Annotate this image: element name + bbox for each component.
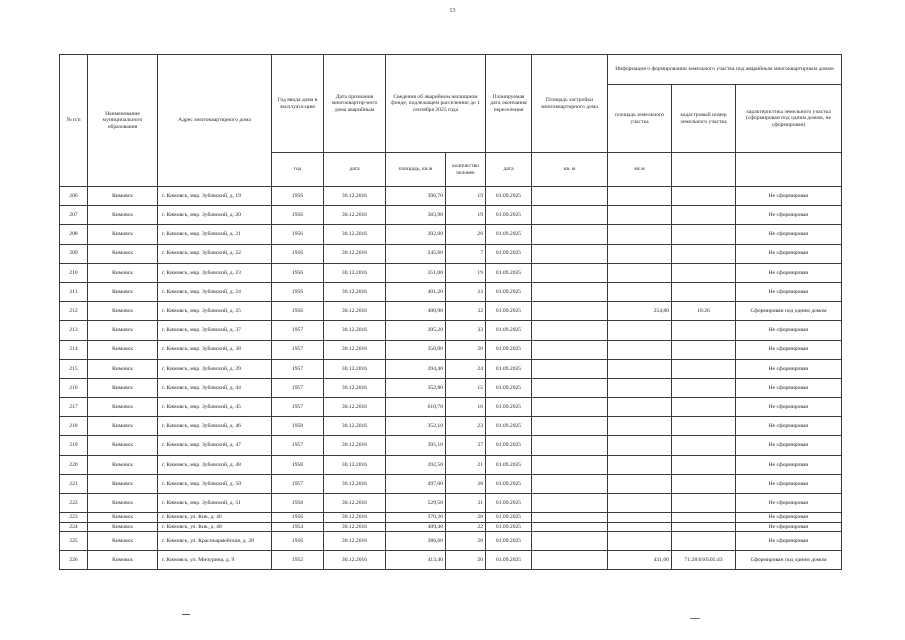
cell-recognition-date: 30.12.2016: [324, 302, 386, 321]
cell-land-char: Не сформирован: [736, 474, 842, 493]
cell-land-area: 431,00: [608, 551, 672, 570]
table-row: [60, 551, 842, 570]
cell-year: 1957: [272, 359, 324, 378]
cell-land-area: [608, 187, 672, 206]
cell-area: 392,50: [386, 455, 446, 474]
cell-address: г. Кимовск, мкр. Зубовский, д. 22: [158, 244, 272, 263]
cell-recognition-date: 30.12.2016: [324, 359, 386, 378]
cell-planned-date: 01.09.2025: [486, 398, 532, 417]
unit-area: площадь, кв.м: [386, 153, 446, 187]
cell-land-area: 254,80: [608, 302, 672, 321]
cell-cadastral: [672, 417, 736, 436]
cell-cadastral: [672, 494, 736, 513]
cell-cadastral: [672, 359, 736, 378]
cell-planned-date: 01.09.2025: [486, 359, 532, 378]
cell-cadastral: [672, 244, 736, 263]
cell-cadastral: 18:26: [672, 302, 736, 321]
cell-people: 32: [446, 302, 486, 321]
cell-planned-date: 01.09.2025: [486, 436, 532, 455]
cell-people: 7: [446, 244, 486, 263]
cell-address: г. Кимовск, мкр. Зубовский, д. 23: [158, 263, 272, 282]
table-row: [60, 359, 842, 378]
cell-area: 395,10: [386, 436, 446, 455]
cell-building-area: [532, 225, 608, 244]
cell-planned-date: 01.09.2025: [486, 206, 532, 225]
cell-planned-date: 01.09.2025: [486, 378, 532, 397]
cell-land-char: Не сформирован: [736, 187, 842, 206]
cell-address: г. Кимовск, мкр. Зубовский, д. 19: [158, 187, 272, 206]
cell-area: 352,10: [386, 417, 446, 436]
cell-people: 19: [446, 187, 486, 206]
cell-municipality: Кимовск: [88, 474, 158, 493]
cell-address: г. Кимовск, мкр. Зубовский, д. 47: [158, 436, 272, 455]
cell-year: 1957: [272, 321, 324, 340]
cell-num: 226: [60, 551, 88, 570]
cell-recognition-date: 30.12.2016: [324, 263, 386, 282]
cell-area: 245,60: [386, 244, 446, 263]
cell-address: г. Кимовск, мкр. Зубовский, д. 44: [158, 378, 272, 397]
cell-year: 1956: [272, 302, 324, 321]
cell-recognition-date: 30.12.2016: [324, 398, 386, 417]
cell-cadastral: 71:28:010505:43: [672, 551, 736, 570]
cell-land-char: Не сформирован: [736, 494, 842, 513]
cell-planned-date: 01.09.2025: [486, 455, 532, 474]
cell-area: 401,20: [386, 282, 446, 301]
cell-cadastral: [672, 455, 736, 474]
header-address: Адрес многоквартирного дома: [158, 55, 272, 187]
cell-municipality: Кимовск: [88, 244, 158, 263]
table-row: [60, 340, 842, 359]
cell-year: 1957: [272, 378, 324, 397]
cell-recognition-date: 30.12.2016: [324, 321, 386, 340]
cell-people: 23: [446, 282, 486, 301]
header-land-area: площадь земельного участка: [608, 85, 672, 153]
cell-municipality: Кимовск: [88, 302, 158, 321]
cell-num: 217: [60, 398, 88, 417]
table-row: [60, 455, 842, 474]
cell-area: 409,40: [386, 522, 446, 531]
cell-municipality: Кимовск: [88, 494, 158, 513]
cell-num: 215: [60, 359, 88, 378]
cell-year: 1957: [272, 398, 324, 417]
cell-cadastral: [672, 340, 736, 359]
cell-recognition-date: 30.12.2016: [324, 417, 386, 436]
cell-land-area: [608, 436, 672, 455]
cell-municipality: Кимовск: [88, 531, 158, 550]
cell-cadastral: [672, 522, 736, 531]
cell-cadastral: [672, 321, 736, 340]
cell-area: 352,80: [386, 378, 446, 397]
header-year-built: Год ввода дома в эксплуата-цию: [272, 55, 324, 153]
cell-people: 23: [446, 417, 486, 436]
header-num: № п/п: [60, 55, 88, 187]
cell-building-area: [532, 522, 608, 531]
cell-people: 28: [446, 531, 486, 550]
cell-land-area: [608, 340, 672, 359]
cell-num: 211: [60, 282, 88, 301]
cell-municipality: Кимовск: [88, 513, 158, 522]
cell-address: г. Кимовск, ул. Мичурина, д. 9: [158, 551, 272, 570]
cell-num: 207: [60, 206, 88, 225]
cell-year: 1954: [272, 522, 324, 531]
cell-municipality: Кимовск: [88, 398, 158, 417]
cell-municipality: Кимовск: [88, 455, 158, 474]
cell-year: 1957: [272, 340, 324, 359]
cell-address: г. Кимовск, мкр. Зубовский, д. 48: [158, 455, 272, 474]
cell-land-char: Сформирован под одним домом: [736, 551, 842, 570]
cell-municipality: Кимовск: [88, 321, 158, 340]
table-row: [60, 321, 842, 340]
cell-people: 20: [446, 551, 486, 570]
cell-building-area: [532, 244, 608, 263]
header-cadastral: кадастровый номер земельного участка: [672, 85, 736, 153]
cell-num: 208: [60, 225, 88, 244]
header-land-info: Информация о формировании земельного участка под аварийным многоквартирным домом: [608, 55, 842, 85]
cell-address: г. Кимовск, мкр. Зубовский, д. 46: [158, 417, 272, 436]
cell-num: 224: [60, 522, 88, 531]
cell-area: 413,40: [386, 551, 446, 570]
cell-year: 1956: [272, 531, 324, 550]
cell-recognition-date: 30.12.2016: [324, 206, 386, 225]
unit-cadastral: [672, 153, 736, 187]
cell-recognition-date: 30.12.2016: [324, 531, 386, 550]
cell-land-char: Не сформирован: [736, 398, 842, 417]
cell-address: г. Кимовск, мкр. Зубовский, д. 25: [158, 302, 272, 321]
cell-planned-date: 01.09.2025: [486, 513, 532, 522]
cell-area: 395,20: [386, 321, 446, 340]
cell-address: г. Кимовск, ул. Кик, д. 46: [158, 513, 272, 522]
cell-year: 1956: [272, 513, 324, 522]
cell-num: 219: [60, 436, 88, 455]
cell-area: 497,00: [386, 474, 446, 493]
cell-municipality: Кимовск: [88, 551, 158, 570]
table-row: [60, 398, 842, 417]
cell-address: г. Кимовск, мкр. Зубовский, д. 51: [158, 494, 272, 513]
cell-land-char: Не сформирован: [736, 522, 842, 531]
cell-land-char: Не сформирован: [736, 455, 842, 474]
table-row: [60, 263, 842, 282]
cell-address: г. Кимовск, ул. Красноармейская, д. 28: [158, 531, 272, 550]
cell-planned-date: 01.09.2025: [486, 494, 532, 513]
header-building-area: Площадь застройки многоквартирного дома: [532, 55, 608, 153]
cell-land-char: Не сформирован: [736, 417, 842, 436]
header-municipality: Наименование муниципального образования: [88, 55, 158, 187]
cell-building-area: [532, 436, 608, 455]
cell-land-area: [608, 531, 672, 550]
cell-people: 28: [446, 474, 486, 493]
cell-cadastral: [672, 263, 736, 282]
table-row: [60, 225, 842, 244]
cell-recognition-date: 30.12.2016: [324, 513, 386, 522]
cell-num: 212: [60, 302, 88, 321]
cell-land-area: [608, 455, 672, 474]
cell-land-char: Не сформирован: [736, 206, 842, 225]
table-row: [60, 522, 842, 531]
cell-planned-date: 01.09.2025: [486, 531, 532, 550]
scan-mark: [182, 614, 190, 615]
table-row: [60, 282, 842, 301]
cell-num: 209: [60, 244, 88, 263]
cell-recognition-date: 30.12.2016: [324, 436, 386, 455]
cell-recognition-date: 30.12.2016: [324, 522, 386, 531]
cell-building-area: [532, 378, 608, 397]
cell-land-area: [608, 474, 672, 493]
cell-address: г. Кимовск, мкр. Зубовский, д. 24: [158, 282, 272, 301]
cell-year: 1956: [272, 206, 324, 225]
cell-area: 386,60: [386, 531, 446, 550]
cell-municipality: Кимовск: [88, 225, 158, 244]
cell-area: 529,50: [386, 494, 446, 513]
cell-area: 396,70: [386, 187, 446, 206]
cell-planned-date: 01.09.2025: [486, 551, 532, 570]
cell-building-area: [532, 551, 608, 570]
cell-recognition-date: 30.12.2016: [324, 244, 386, 263]
cell-year: 1956: [272, 244, 324, 263]
cell-people: 37: [446, 436, 486, 455]
table-row: [60, 244, 842, 263]
cell-municipality: Кимовск: [88, 378, 158, 397]
cell-cadastral: [672, 206, 736, 225]
cell-building-area: [532, 455, 608, 474]
cell-land-area: [608, 359, 672, 378]
cell-num: 220: [60, 455, 88, 474]
cell-num: 223: [60, 513, 88, 522]
cell-land-area: [608, 206, 672, 225]
cell-planned-date: 01.09.2025: [486, 340, 532, 359]
cell-cadastral: [672, 531, 736, 550]
cell-land-char: Не сформирован: [736, 436, 842, 455]
cell-year: 1956: [272, 187, 324, 206]
table-row: [60, 474, 842, 493]
cell-people: 28: [446, 513, 486, 522]
cell-address: г. Кимовск, мкр. Зубовский, д. 50: [158, 474, 272, 493]
cell-municipality: Кимовск: [88, 522, 158, 531]
unit-land-char: [736, 153, 842, 187]
cell-land-char: Не сформирован: [736, 244, 842, 263]
cell-year: 1957: [272, 474, 324, 493]
cell-building-area: [532, 417, 608, 436]
cell-num: 218: [60, 417, 88, 436]
table-row: [60, 302, 842, 321]
table-row: [60, 436, 842, 455]
header-land-char: характеристика земельного участка (сформирован под одним домом, не сформирован): [736, 85, 842, 153]
cell-building-area: [532, 359, 608, 378]
cell-planned-date: 01.09.2025: [486, 417, 532, 436]
cell-land-char: Не сформирован: [736, 225, 842, 244]
table-body: [60, 187, 842, 570]
cell-cadastral: [672, 187, 736, 206]
cell-address: г. Кимовск, мкр. Зубовский, д. 39: [158, 359, 272, 378]
cell-land-area: [608, 417, 672, 436]
cell-planned-date: 01.09.2025: [486, 225, 532, 244]
cell-year: 1957: [272, 436, 324, 455]
cell-area: 383,90: [386, 206, 446, 225]
cell-year: 1956: [272, 225, 324, 244]
cell-land-char: Не сформирован: [736, 263, 842, 282]
cell-planned-date: 01.09.2025: [486, 522, 532, 531]
cell-people: 24: [446, 359, 486, 378]
cell-area: 400,90: [386, 302, 446, 321]
cell-cadastral: [672, 474, 736, 493]
unit-date: дата: [324, 153, 386, 187]
cell-building-area: [532, 187, 608, 206]
cell-land-char: Не сформирован: [736, 378, 842, 397]
cell-cadastral: [672, 513, 736, 522]
cell-building-area: [532, 513, 608, 522]
cell-cadastral: [672, 282, 736, 301]
table-row: [60, 513, 842, 522]
cell-planned-date: 01.09.2025: [486, 244, 532, 263]
cell-land-area: [608, 263, 672, 282]
cell-land-char: Не сформирован: [736, 282, 842, 301]
cell-building-area: [532, 282, 608, 301]
cell-cadastral: [672, 225, 736, 244]
unit-people: количество человек: [446, 153, 486, 187]
cell-land-area: [608, 494, 672, 513]
unit-build-area: кв. м: [532, 153, 608, 187]
cell-year: 1958: [272, 455, 324, 474]
cell-land-area: [608, 398, 672, 417]
cell-building-area: [532, 531, 608, 550]
cell-cadastral: [672, 378, 736, 397]
unit-planned: дата: [486, 153, 532, 187]
cell-municipality: Кимовск: [88, 187, 158, 206]
table-row: [60, 531, 842, 550]
cell-num: 206: [60, 187, 88, 206]
table-row: [60, 417, 842, 436]
cell-municipality: Кимовск: [88, 359, 158, 378]
cell-people: 16: [446, 398, 486, 417]
unit-year: год: [272, 153, 324, 187]
cell-building-area: [532, 206, 608, 225]
cell-land-area: [608, 225, 672, 244]
cell-municipality: Кимовск: [88, 206, 158, 225]
cell-land-area: [608, 321, 672, 340]
cell-address: г. Кимовск, мкр. Зубовский, д. 37: [158, 321, 272, 340]
cell-area: 610,70: [386, 398, 446, 417]
cell-municipality: Кимовск: [88, 263, 158, 282]
cell-num: 214: [60, 340, 88, 359]
cell-planned-date: 01.09.2025: [486, 474, 532, 493]
cell-people: 22: [446, 522, 486, 531]
cell-recognition-date: 30.12.2016: [324, 551, 386, 570]
cell-land-char: Не сформирован: [736, 513, 842, 522]
cell-land-char: Не сформирован: [736, 321, 842, 340]
cell-people: 20: [446, 340, 486, 359]
cell-people: 26: [446, 225, 486, 244]
cell-num: 221: [60, 474, 88, 493]
cell-municipality: Кимовск: [88, 340, 158, 359]
cell-address: г. Кимовск, мкр. Зубовский, д. 45: [158, 398, 272, 417]
cell-municipality: Кимовск: [88, 436, 158, 455]
cell-planned-date: 01.09.2025: [486, 187, 532, 206]
cell-land-area: [608, 378, 672, 397]
cell-building-area: [532, 321, 608, 340]
cell-people: 15: [446, 378, 486, 397]
cell-land-area: [608, 244, 672, 263]
emergency-housing-table: [59, 54, 842, 570]
header-planned-date: Планируемая дата окончания переселения: [486, 55, 532, 153]
cell-land-char: Сформирован под одним домом: [736, 302, 842, 321]
cell-people: 21: [446, 455, 486, 474]
cell-address: г. Кимовск, мкр. Зубовский, д. 21: [158, 225, 272, 244]
cell-planned-date: 01.09.2025: [486, 321, 532, 340]
cell-year: 1958: [272, 417, 324, 436]
cell-recognition-date: 30.12.2016: [324, 282, 386, 301]
cell-cadastral: [672, 436, 736, 455]
cell-land-area: [608, 513, 672, 522]
cell-recognition-date: 30.12.2016: [324, 378, 386, 397]
cell-area: 394,40: [386, 359, 446, 378]
cell-municipality: Кимовск: [88, 282, 158, 301]
cell-year: 1956: [272, 282, 324, 301]
cell-planned-date: 01.09.2025: [486, 282, 532, 301]
cell-recognition-date: 30.12.2016: [324, 340, 386, 359]
header-emergency-fund: Сведения об аварийном жилищном фонде, подлежащем расселению до 1 сентября 2025 года: [386, 55, 486, 153]
cell-people: 19: [446, 206, 486, 225]
cell-land-area: [608, 522, 672, 531]
cell-planned-date: 01.09.2025: [486, 302, 532, 321]
cell-area: 351,00: [386, 263, 446, 282]
cell-people: 33: [446, 321, 486, 340]
cell-num: 213: [60, 321, 88, 340]
cell-building-area: [532, 263, 608, 282]
cell-building-area: [532, 494, 608, 513]
cell-municipality: Кимовск: [88, 417, 158, 436]
cell-land-char: Не сформирован: [736, 340, 842, 359]
cell-area: 350,00: [386, 340, 446, 359]
table-row: [60, 206, 842, 225]
cell-address: г. Кимовск, мкр. Зубовский, д. 38: [158, 340, 272, 359]
cell-people: 19: [446, 263, 486, 282]
cell-num: 225: [60, 531, 88, 550]
cell-recognition-date: 30.12.2016: [324, 455, 386, 474]
cell-year: 1956: [272, 263, 324, 282]
cell-address: г. Кимовск, мкр. Зубовский, д. 20: [158, 206, 272, 225]
cell-building-area: [532, 474, 608, 493]
cell-land-char: Не сформирован: [736, 531, 842, 550]
cell-recognition-date: 30.12.2016: [324, 474, 386, 493]
cell-planned-date: 01.09.2025: [486, 263, 532, 282]
cell-year: 1958: [272, 494, 324, 513]
cell-num: 210: [60, 263, 88, 282]
cell-land-area: [608, 282, 672, 301]
cell-year: 1952: [272, 551, 324, 570]
header-recognition-date: Дата признания многоквартир-ного дома аварийным: [324, 55, 386, 153]
page-number: 13: [449, 8, 456, 14]
cell-building-area: [532, 398, 608, 417]
cell-building-area: [532, 302, 608, 321]
cell-people: 31: [446, 494, 486, 513]
table-row: [60, 494, 842, 513]
cell-building-area: [532, 340, 608, 359]
cell-recognition-date: 30.12.2016: [324, 225, 386, 244]
cell-recognition-date: 30.12.2016: [324, 187, 386, 206]
cell-recognition-date: 30.12.2016: [324, 494, 386, 513]
cell-address: г. Кимовск, ул. Кик, д. 48: [158, 522, 272, 531]
table-row: [60, 378, 842, 397]
cell-land-char: Не сформирован: [736, 359, 842, 378]
cell-num: 222: [60, 494, 88, 513]
table-row: [60, 187, 842, 206]
scan-mark: [690, 618, 700, 619]
unit-land-area: кв.м: [608, 153, 672, 187]
cell-area: 370,20: [386, 513, 446, 522]
cell-num: 216: [60, 378, 88, 397]
cell-cadastral: [672, 398, 736, 417]
cell-area: 392,00: [386, 225, 446, 244]
